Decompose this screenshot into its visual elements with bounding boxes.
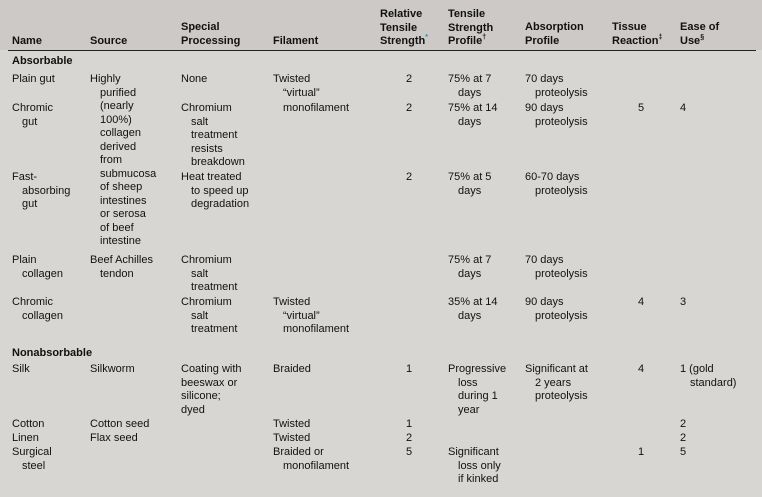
row-chromic-collagen-ease: 3 [680,296,687,308]
row-plain-collagen-absorption: 70 days proteolysis [525,254,588,280]
row-chromic-gut-absorption: 90 days proteolysis [525,102,588,128]
col-header-strength [380,8,428,49]
row-fast-gut-profile: 75% at 5 days [448,171,492,197]
row-plain-collagen-name: Plain collagen [12,254,63,280]
row-cotton-strength: 1 [405,418,413,430]
row-linen-ease: 2 [680,432,687,444]
row-plain-collagen-profile: 75% at 7 days [448,254,492,280]
row-silk-filament: Braided [273,363,311,375]
header-rule [8,50,756,51]
col-header-name: Name [12,35,42,47]
row-chromic-gut-processing: Chromium salt treatment resists breakdown [181,102,245,168]
row-fast-gut-processing: Heat treated to speed up degradation [181,171,250,210]
row-chromic-collagen-filament: Twisted “virtual” monofilament [273,296,350,335]
col-header-ease-text: Ease of Use [680,21,720,47]
row-plain-gut-source: Highly purified (nearly 100%) collagen derived from submucosa of sheep intestines or serosa of beef intestine [90,73,157,247]
row-silk-absorption: Significant at 2 years proteolysis [525,363,588,402]
row-silk-processing: Coating with beeswax or silicone; dyed [181,363,242,416]
footnote-mark-ease: § [700,33,705,41]
row-silk-reaction: 4 [637,363,645,375]
row-chromic-gut-strength: 2 [405,102,413,114]
row-chromic-gut-reaction: 5 [637,102,645,114]
row-silk-name: Silk [12,363,30,375]
row-steel-strength: 5 [405,446,413,458]
section-nonabsorbable: Nonabsorbable [12,347,93,359]
row-steel-name: Surgical steel [12,446,52,472]
row-plain-gut-name: Plain gut [12,73,55,85]
col-header-reaction [612,21,662,48]
row-silk-profile: Progressive loss during 1 year [448,363,507,416]
col-header-profile-text: Tensile Strength Profile [448,8,494,47]
row-silk-source: Silkworm [90,363,135,375]
row-linen-source: Flax seed [90,432,138,444]
col-header-source: Source [90,35,128,47]
col-header-strength-text: Relative Tensile Strength [380,8,426,47]
row-linen-name: Linen [12,432,39,444]
row-cotton-ease: 2 [680,418,687,430]
row-steel-reaction: 1 [637,446,645,458]
row-silk-ease: 1 (gold standard) [680,363,737,389]
row-fast-gut-absorption: 60-70 days proteolysis [525,171,588,197]
row-plain-gut-profile: 75% at 7 days [448,73,492,99]
footnote-mark-strength: * [425,34,428,41]
col-header-ease [680,21,719,48]
row-silk-strength: 1 [405,363,413,375]
row-plain-gut-absorption: 70 days proteolysis [525,73,588,99]
col-header-filament: Filament [273,35,319,47]
col-header-profile [448,8,493,49]
row-chromic-collagen-profile: 35% at 14 days [448,296,498,322]
row-plain-collagen-source: Beef Achilles tendon [90,254,153,280]
col-header-processing: Special Processing [181,21,241,47]
row-steel-ease: 5 [680,446,687,458]
row-plain-gut-filament: Twisted “virtual” [273,73,320,99]
row-linen-strength: 2 [405,432,413,444]
row-plain-collagen-processing: Chromium salt treatment [181,254,238,293]
row-chromic-collagen-reaction: 4 [637,296,645,308]
row-chromic-collagen-name: Chromic collagen [12,296,63,322]
row-chromic-collagen-absorption: 90 days proteolysis [525,296,588,322]
footnote-mark-reaction: ‡ [658,33,663,41]
row-chromic-gut-name: Chromic gut [12,102,53,128]
row-cotton-filament: Twisted [273,418,311,430]
row-linen-filament: Twisted [273,432,311,444]
footnote-mark-profile: † [482,34,487,41]
row-plain-gut-strength: 2 [405,73,413,85]
row-chromic-gut-ease: 4 [680,102,687,114]
row-fast-gut-strength: 2 [405,171,413,183]
col-header-reaction-text: Tissue Reaction [612,21,659,47]
row-chromic-gut-profile: 75% at 14 days [448,102,498,128]
row-fast-gut-name: Fast- absorbing gut [12,171,71,210]
row-cotton-name: Cotton [12,418,45,430]
section-absorbable: Absorbable [12,55,73,67]
row-cotton-source: Cotton seed [90,418,150,430]
row-chromic-collagen-processing: Chromium salt treatment [181,296,238,335]
col-header-absorption: Absorption Profile [525,21,584,47]
row-steel-filament: Braided or monofilament [273,446,350,472]
row-plain-gut-processing: None [181,73,208,85]
row-steel-profile: Significant loss only if kinked [448,446,501,485]
row-chromic-gut-filament: monofilament [283,102,350,114]
